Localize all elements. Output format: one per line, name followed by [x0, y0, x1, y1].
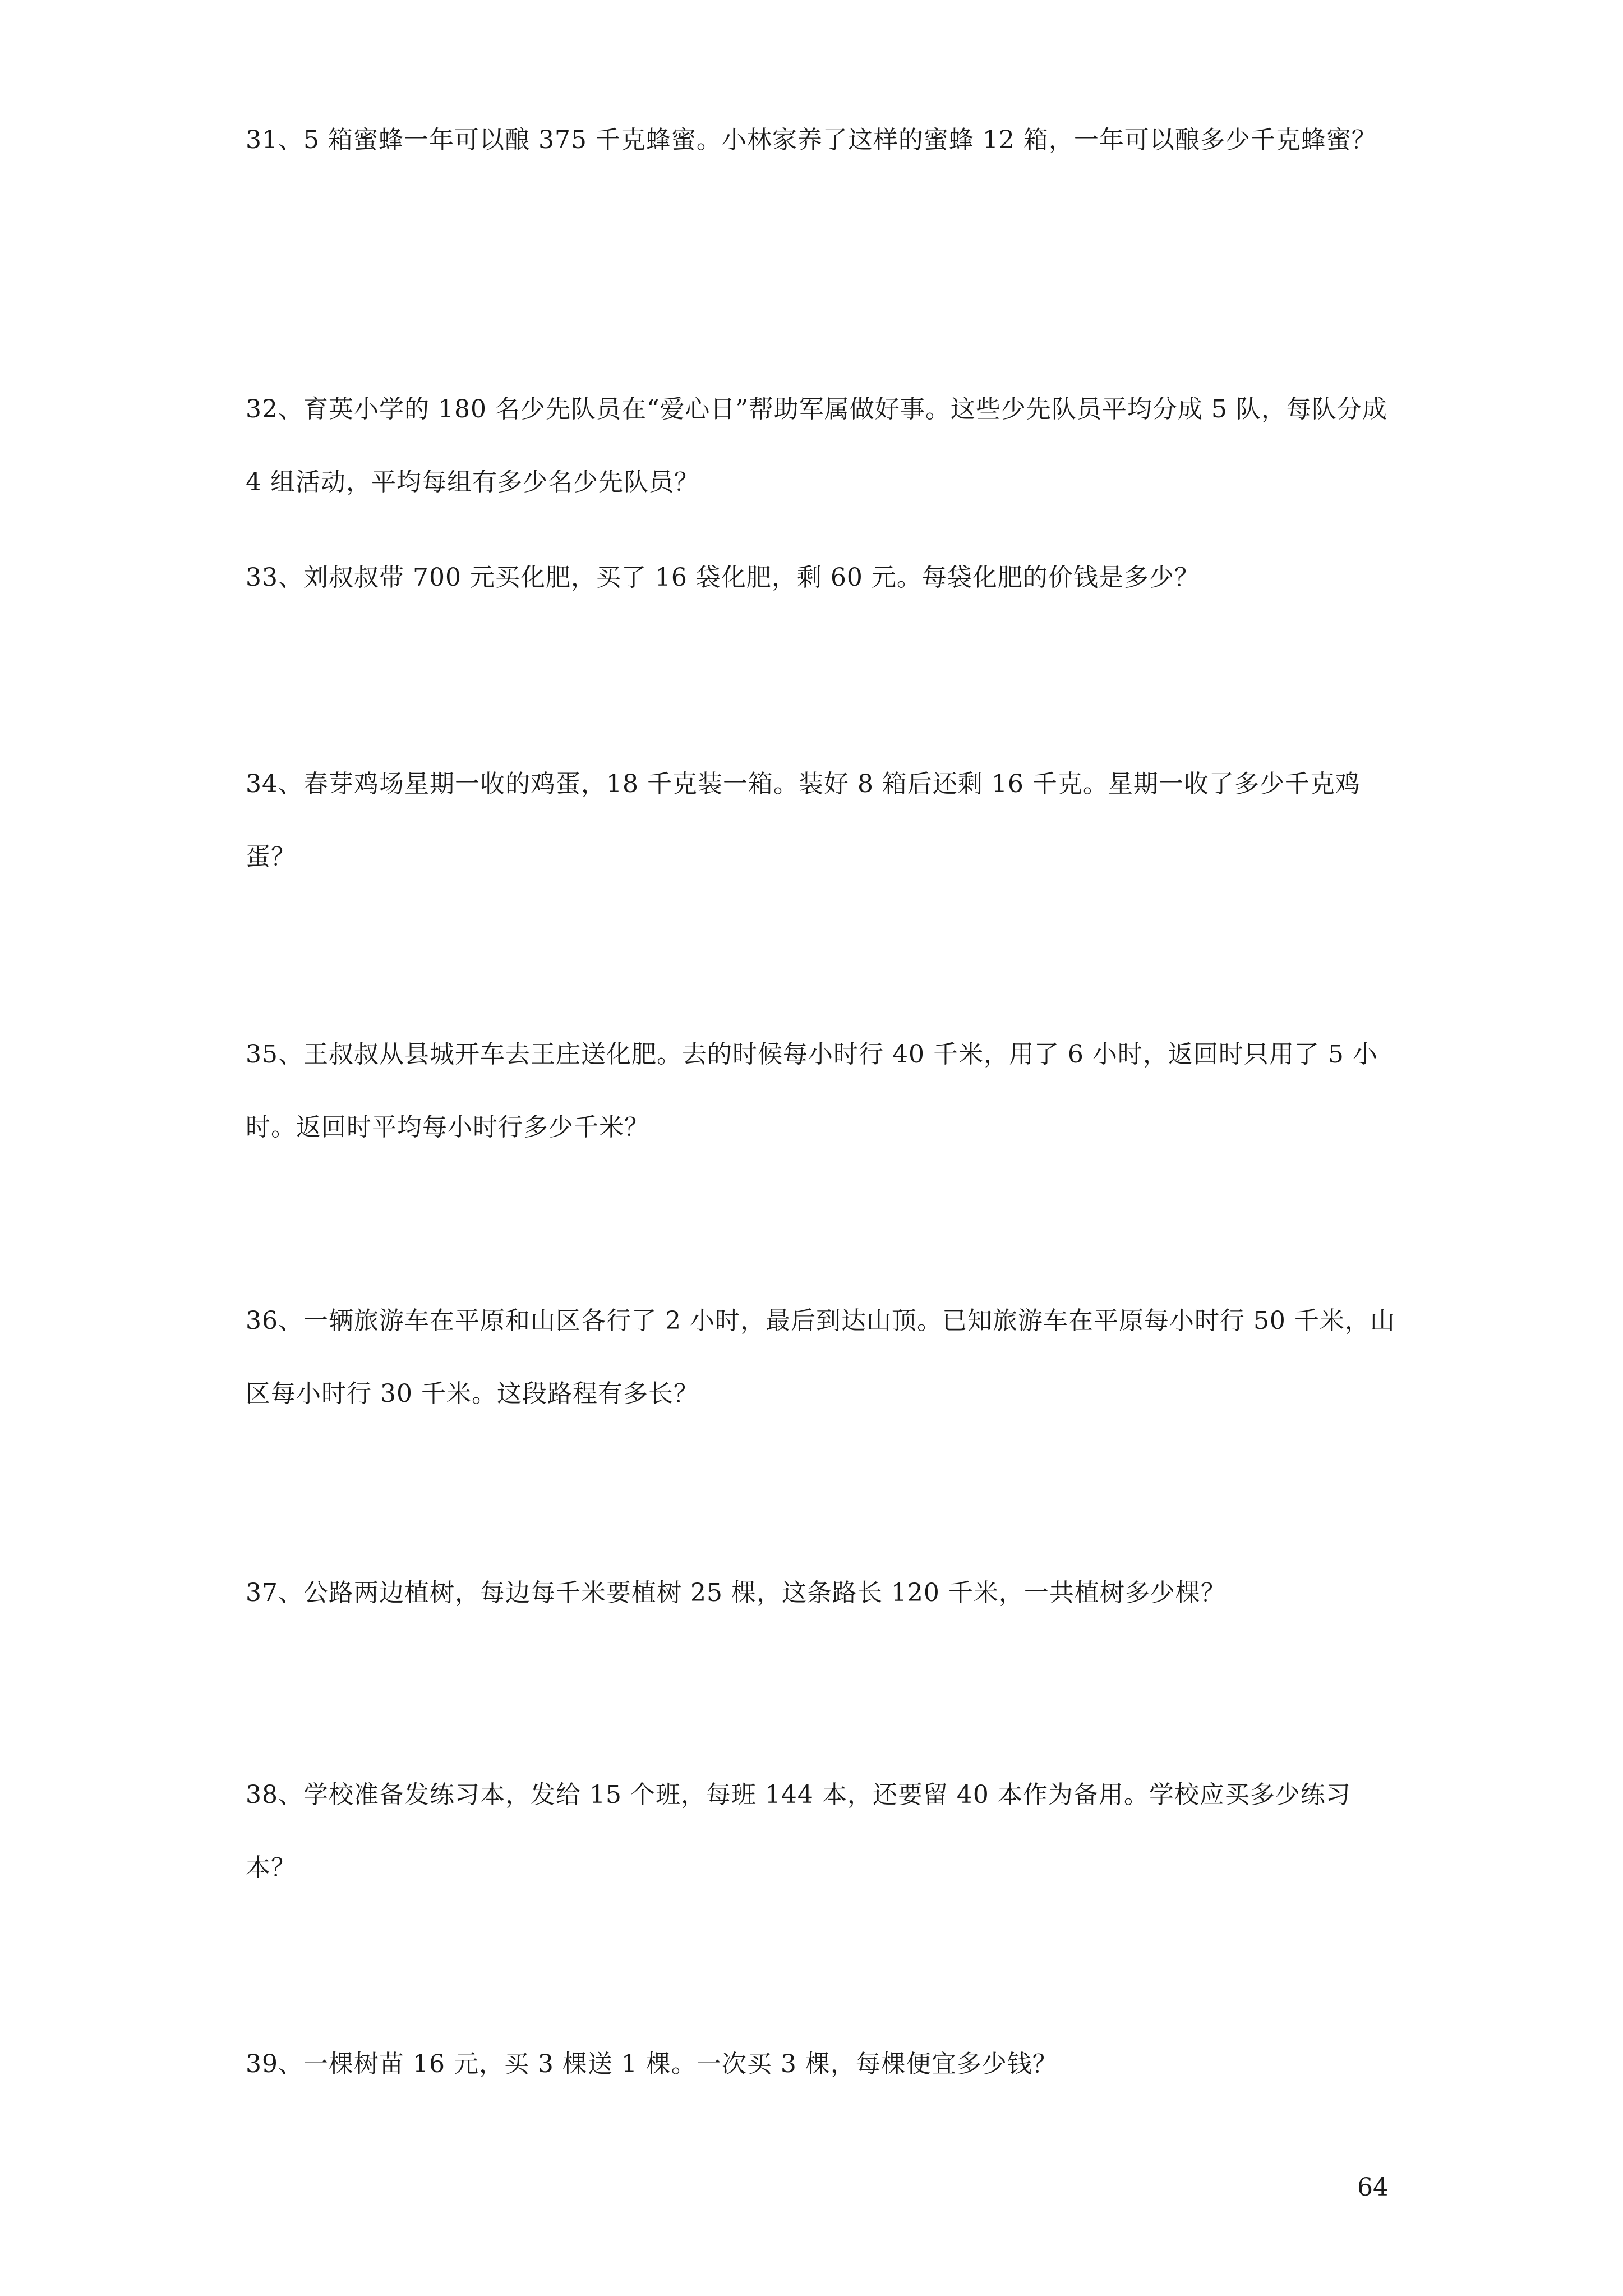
problem-35: 35、王叔叔从县城开车去王庄送化肥。去的时候每小时行 40 千米，用了 6 小时，返回时只用了 5 小时。返回时平均每小时行多少千米？: [246, 1040, 1378, 1142]
problem-34: 34、春芽鸡场星期一收的鸡蛋，18 千克装一箱。装好 8 箱后还剩 16 千克。星期一收了多少千克鸡蛋？: [246, 770, 1361, 871]
problem-39: 39、一棵树苗 16 元，买 3 棵送 1 棵。一次买 3 棵，每棵便宜多少钱？: [246, 2050, 1058, 2078]
problem-31: 31、5 箱蜜蜂一年可以酿 375 千克蜂蜜。小林家养了这样的蜜蜂 12 箱，一年可以酿多少千克蜂蜜？: [246, 126, 1377, 154]
problem-32: 32、育英小学的 180 名少先队员在“爱心日”帮助军属做好事。这些少先队员平均分成 5 队，每队分成 4 组活动，平均每组有多少名少先队员？: [246, 395, 1387, 496]
problem-36: 36、一辆旅游车在平原和山区各行了 2 小时，最后到达山顶。已知旅游车在平原每小时行 50 千米，山区每小时行 30 千米。这段路程有多长？: [246, 1306, 1395, 1408]
page-number: 64: [1357, 2173, 1389, 2202]
problem-37: 37、公路两边植树，每边每千米要植树 25 棵，这条路长 120 千米，一共植树多少棵？: [246, 1579, 1226, 1607]
problem-33: 33、刘叔叔带 700 元买化肥，买了 16 袋化肥，剩 60 元。每袋化肥的价钱是多少？: [246, 563, 1200, 592]
problem-38: 38、学校准备发练习本，发给 15 个班，每班 144 本，还要留 40 本作为备用。学校应买多少练习本？: [246, 1780, 1351, 1882]
